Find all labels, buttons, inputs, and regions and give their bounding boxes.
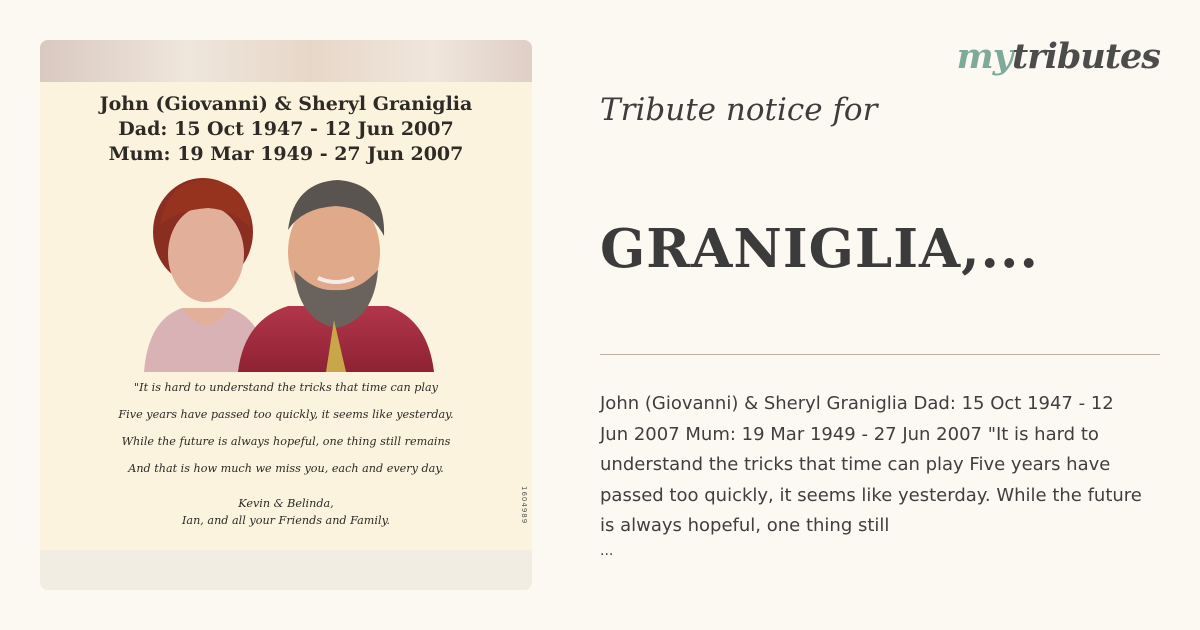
poem-line: "It is hard to understand the tricks that time can play [134,381,438,394]
couple-photo [138,170,438,372]
notice-poem [40,374,532,482]
notice-image [40,40,532,590]
tribute-label: Tribute notice for [600,92,878,128]
logo-tributes: tributes [1012,36,1160,77]
notice-heading-mum: Mum: 19 Mar 1949 - 27 Jun 2007 [108,143,464,165]
deceased-name: GRANIGLIA,... [600,218,1039,280]
tribute-summary: John (Giovanni) & Sheryl Graniglia Dad: 15 Oct 1947 - 12 Jun 2007 Mum: 19 Mar 1949 - 27 Jun 2007 "It is hard to understand the tricks that time can play Five years have passed too quickly, it seems like yesterday. While the future is always hopeful, one thing still [600,393,1142,536]
signoff-line: Ian, and all your Friends and Family. [182,514,390,527]
notice-heading-names: John (Giovanni) & Sheryl Graniglia [99,93,473,115]
divider [600,354,1160,355]
summary-ellipsis: ... [600,543,614,559]
logo-my: my [956,36,1013,77]
poem-line: While the future is always hopeful, one thing still remains [121,435,451,448]
signoff-line: Kevin & Belinda, [238,497,334,510]
mytributes-logo[interactable] [957,36,1160,77]
notice-code: 1604989 [520,486,528,525]
poem-line: And that is how much we miss you, each and every day. [128,462,444,475]
notice-signoff [40,495,532,529]
poem-line: Five years have passed too quickly, it seems like yesterday. [118,408,454,421]
notice-heading-dad: Dad: 15 Oct 1947 - 12 Jun 2007 [118,118,454,140]
notice-top-band [40,40,532,82]
notice-heading [40,92,532,167]
